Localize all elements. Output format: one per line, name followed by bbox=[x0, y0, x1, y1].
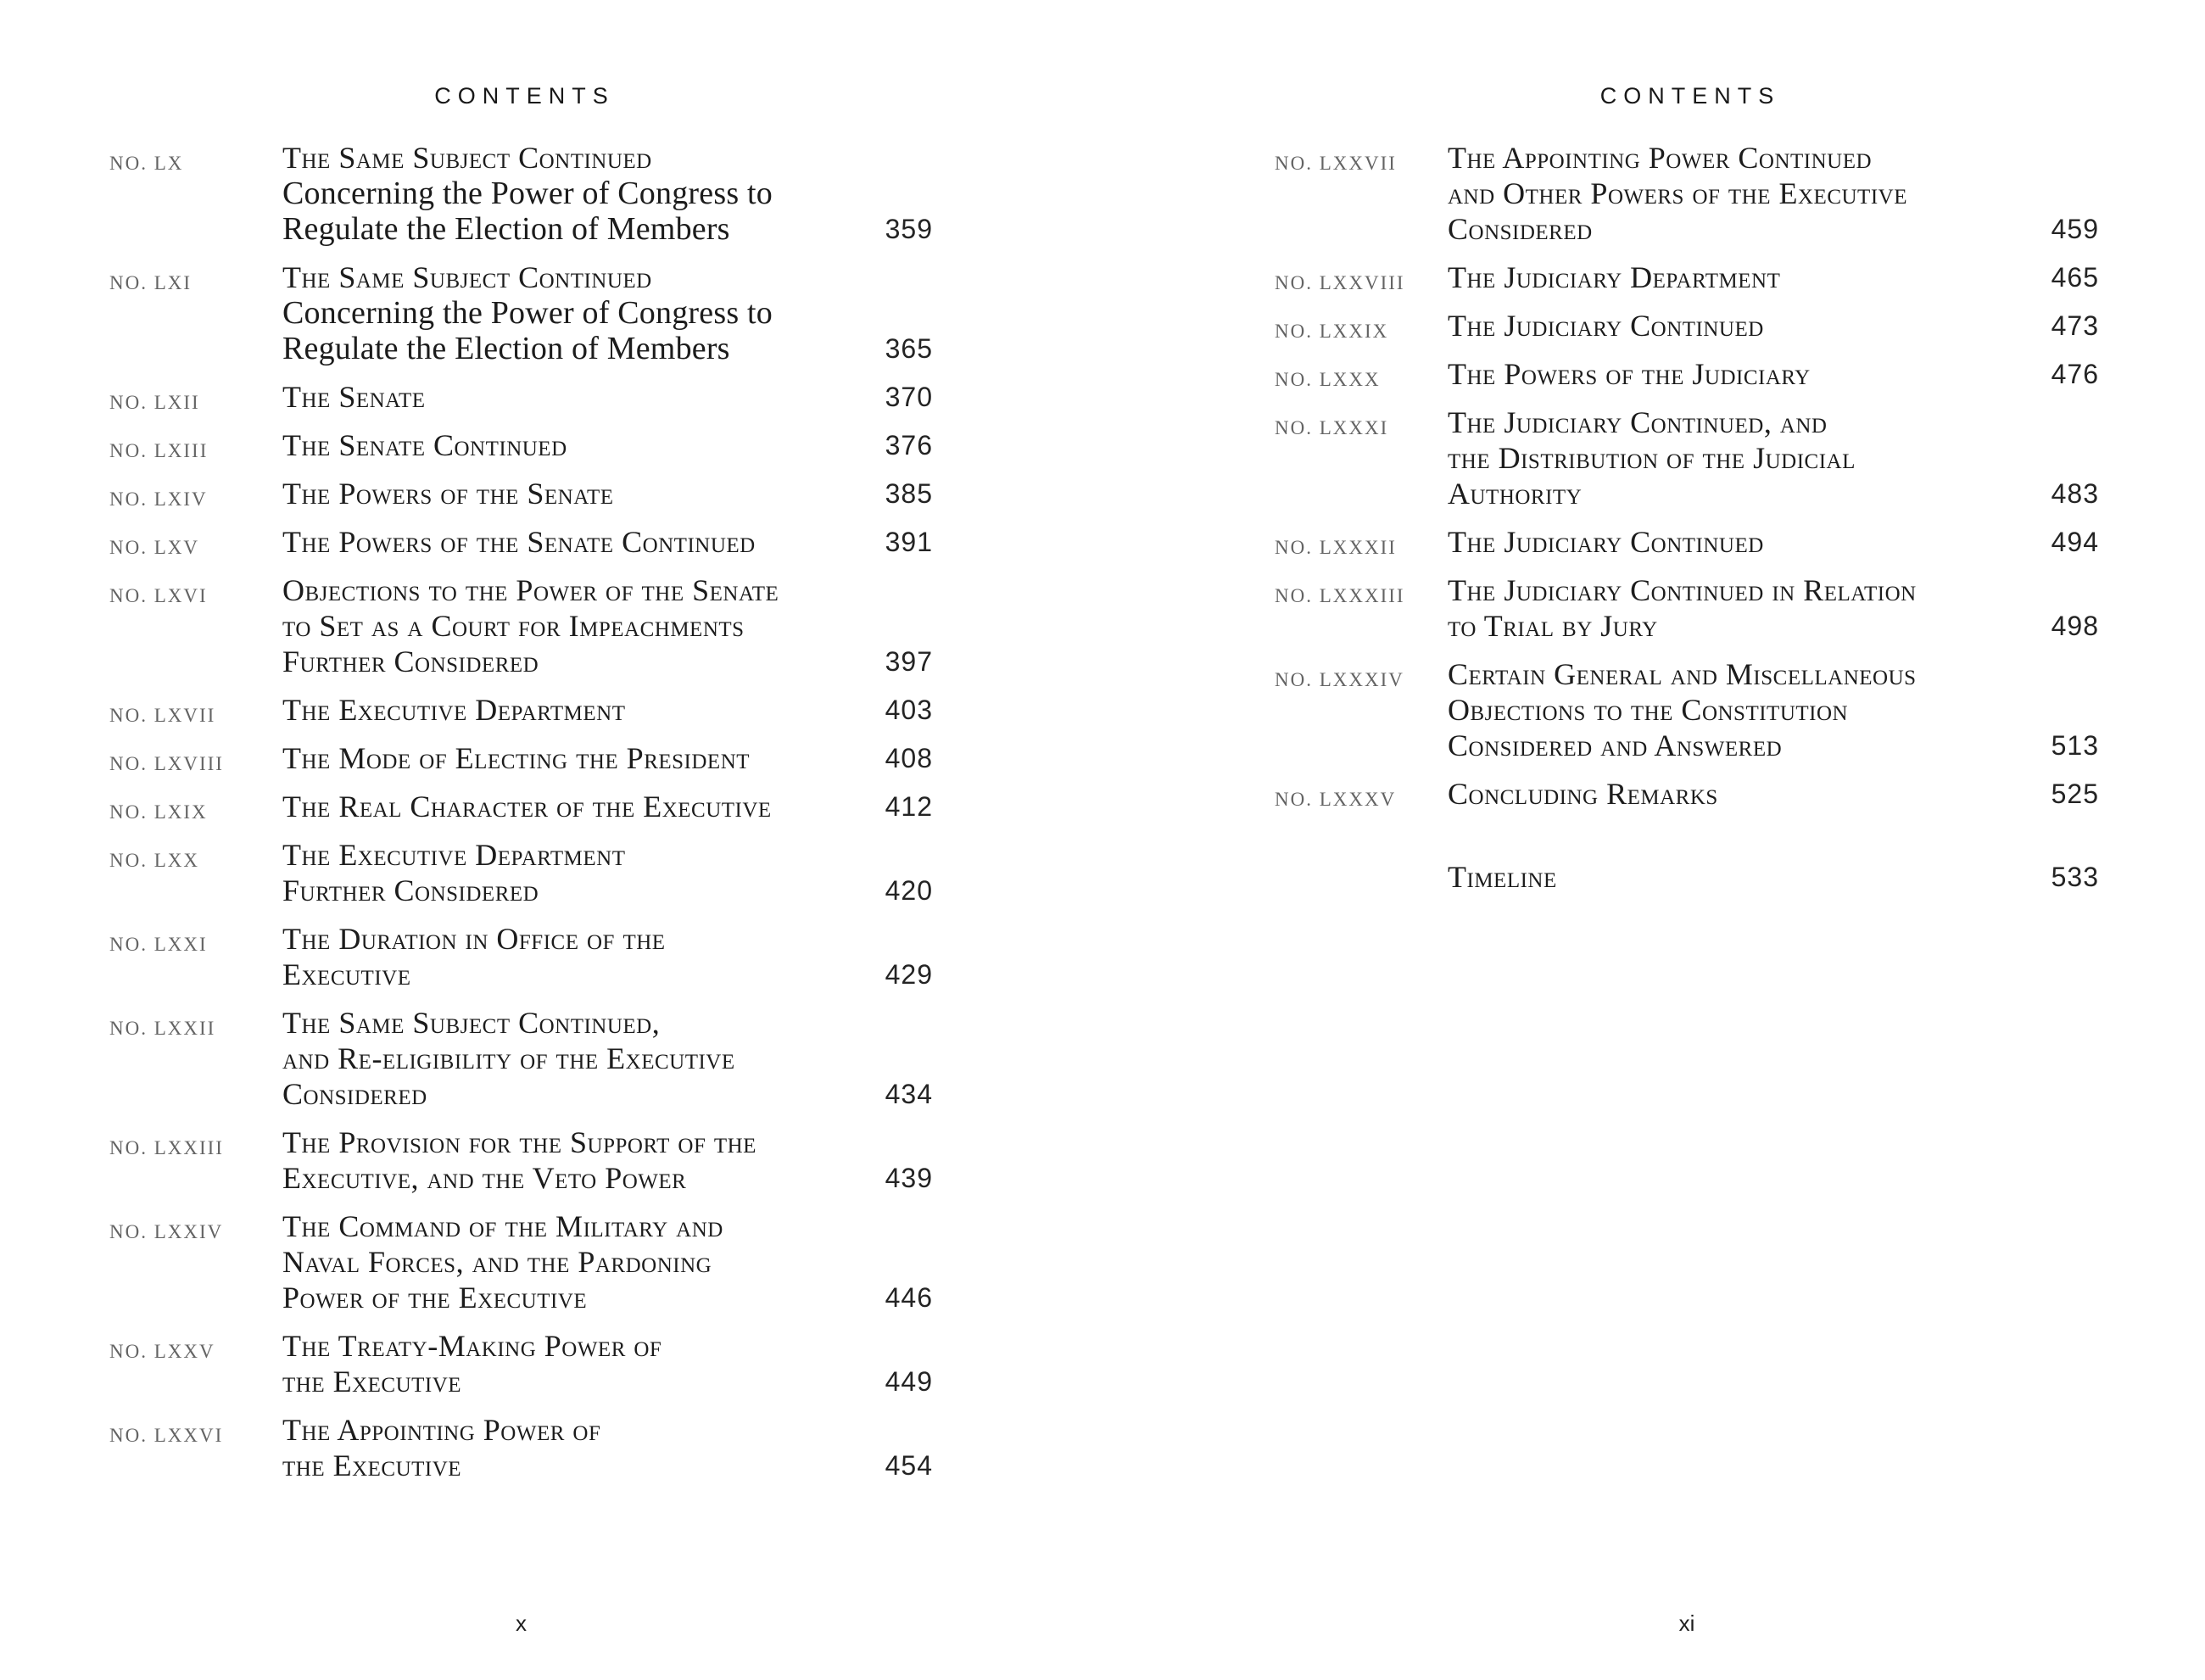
entry-title-line: and Other Powers of the Executive bbox=[1448, 176, 1907, 210]
toc-entry bbox=[1275, 356, 2099, 392]
entry-page-number: 365 bbox=[885, 333, 933, 364]
entry-title-line: The Judiciary Continued in Relation bbox=[1448, 573, 1917, 607]
entry-page-number: 429 bbox=[885, 959, 933, 990]
entry-page-number: 498 bbox=[2051, 611, 2099, 641]
toc-entry bbox=[109, 921, 933, 992]
entry-title bbox=[282, 476, 862, 511]
toc-entry bbox=[109, 1328, 933, 1399]
page-title: CONTENTS bbox=[1599, 83, 1781, 109]
entry-title bbox=[1448, 356, 2028, 392]
entry-title-line: The Powers of the Judiciary bbox=[1448, 357, 1811, 391]
toc-entry bbox=[109, 1125, 933, 1196]
entry-number-label: NO. LXXIX bbox=[1275, 321, 1389, 342]
toc-entries-left bbox=[109, 140, 933, 1483]
toc-entry bbox=[109, 260, 933, 366]
entry-title bbox=[1448, 572, 2028, 644]
entry-number-label: NO. LXXVIII bbox=[1275, 272, 1405, 293]
toc-entry bbox=[109, 837, 933, 908]
entry-title-line: The Judiciary Continued, and bbox=[1448, 405, 1828, 439]
toc-entry bbox=[109, 379, 933, 415]
entry-page-number: 513 bbox=[2051, 730, 2099, 761]
entry-title bbox=[282, 692, 862, 728]
entry-page-number: 403 bbox=[885, 695, 933, 725]
toc-entry bbox=[1275, 140, 2099, 247]
toc-entry bbox=[1275, 308, 2099, 343]
entry-page-number: 533 bbox=[2051, 862, 2099, 892]
entry-title-line: The Judiciary Continued bbox=[1448, 525, 1764, 559]
entry-title bbox=[282, 921, 862, 992]
entry-title-line: Regulate the Election of Members bbox=[282, 211, 730, 247]
entry-title bbox=[1448, 140, 2028, 247]
entry-page-number: 494 bbox=[2051, 527, 2099, 557]
entry-title-line: the Executive bbox=[282, 1448, 462, 1482]
entry-page-number: 454 bbox=[885, 1450, 933, 1481]
entry-title-line: The Judiciary Continued bbox=[1448, 309, 1764, 343]
entry-page-number: 408 bbox=[885, 743, 933, 773]
entry-title-line: to Trial by Jury bbox=[1448, 609, 1658, 643]
entry-title-line: The Same Subject Continued, bbox=[282, 1006, 661, 1040]
entry-page-number: 459 bbox=[2051, 214, 2099, 244]
entry-title-line: the Executive bbox=[282, 1365, 462, 1398]
entry-title-line: Power of the Executive bbox=[282, 1281, 588, 1314]
entry-title bbox=[1448, 308, 2028, 343]
entry-title bbox=[1448, 405, 2028, 511]
entry-title-line: The Command of the Military and bbox=[282, 1209, 723, 1243]
toc-entry bbox=[109, 140, 933, 247]
entry-number-label: NO. LXIX bbox=[109, 801, 208, 823]
entry-title-line: Executive, and the Veto Power bbox=[282, 1161, 687, 1195]
entry-title-line: The Executive Department bbox=[282, 693, 626, 727]
entry-title-line: Certain General and Miscellaneous bbox=[1448, 657, 1917, 691]
entry-number-label: NO. LXXV bbox=[109, 1341, 215, 1362]
toc-entry bbox=[1275, 524, 2099, 560]
entry-number-label: NO. LXXVI bbox=[109, 1425, 224, 1446]
entry-number-label: NO. LXXXV bbox=[1275, 789, 1397, 810]
toc-page-right bbox=[1275, 81, 2099, 1658]
entry-number-label: NO. LXVI bbox=[109, 585, 208, 606]
entry-title bbox=[1448, 859, 2028, 895]
entry-number-label: NO. LXV bbox=[109, 537, 199, 558]
entry-title bbox=[282, 524, 862, 560]
entry-page-number: 465 bbox=[2051, 262, 2099, 293]
entry-title bbox=[282, 1125, 862, 1196]
entry-page-number: 420 bbox=[885, 875, 933, 906]
entry-number-label: NO. LXVII bbox=[109, 705, 216, 726]
entry-title-line: the Distribution of the Judicial bbox=[1448, 441, 1856, 475]
entry-title-line: The Treaty-Making Power of bbox=[282, 1329, 662, 1363]
toc-entry bbox=[109, 740, 933, 776]
entry-page-number: 449 bbox=[885, 1366, 933, 1397]
entry-title bbox=[1448, 260, 2028, 295]
toc-entries-right bbox=[1275, 140, 2099, 895]
entry-title-line: The Same Subject Continued bbox=[282, 260, 652, 294]
entry-page-number: 439 bbox=[885, 1163, 933, 1193]
entry-page-number: 525 bbox=[2051, 779, 2099, 809]
entry-number-label: NO. LX bbox=[109, 153, 184, 174]
entry-number-label: NO. LXXXII bbox=[1275, 537, 1397, 558]
entry-number-label: NO. LXIV bbox=[109, 488, 208, 510]
entry-title bbox=[282, 260, 862, 366]
entry-page-number: 412 bbox=[885, 791, 933, 822]
entry-title-line: The Appointing Power Continued bbox=[1448, 141, 1873, 175]
entry-number-label: NO. LXXIII bbox=[109, 1137, 224, 1158]
entry-title-line: The Senate Continued bbox=[282, 428, 567, 462]
toc-entry bbox=[109, 692, 933, 728]
entry-page-number: 434 bbox=[885, 1079, 933, 1109]
entry-page-number: 483 bbox=[2051, 478, 2099, 509]
entry-number-label: NO. LXXIV bbox=[109, 1221, 224, 1242]
entry-title-line: Executive bbox=[282, 957, 411, 991]
entry-page-number: 376 bbox=[885, 430, 933, 460]
toc-entry bbox=[1275, 572, 2099, 644]
entry-title-line: Objections to the Power of the Senate bbox=[282, 573, 779, 607]
entry-title-line: Further Considered bbox=[282, 645, 539, 678]
entry-title-line: Naval Forces, and the Pardoning bbox=[282, 1245, 712, 1279]
entry-title-line: The Same Subject Continued bbox=[282, 141, 652, 175]
entry-number-label: NO. LXI bbox=[109, 272, 193, 293]
entry-title-line: Authority bbox=[1448, 477, 1583, 511]
entry-title bbox=[1448, 776, 2028, 812]
entry-page-number: 370 bbox=[885, 382, 933, 412]
entry-title-line: The Senate bbox=[282, 380, 426, 414]
entry-title bbox=[1448, 656, 2028, 763]
page-number-footer-left: x bbox=[516, 1610, 527, 1636]
entry-title-line: Further Considered bbox=[282, 873, 539, 907]
entry-number-label: NO. LXIII bbox=[109, 440, 209, 461]
entry-page-number: 446 bbox=[885, 1282, 933, 1313]
entry-number-label: NO. LXXI bbox=[109, 934, 208, 955]
entry-title bbox=[282, 789, 862, 824]
page-title: CONTENTS bbox=[434, 83, 615, 109]
entry-number-label: NO. LXXVII bbox=[1275, 153, 1397, 174]
entry-title-line: The Mode of Electing the President bbox=[282, 741, 751, 775]
toc-entry bbox=[109, 427, 933, 463]
entry-title-line: The Appointing Power of bbox=[282, 1413, 601, 1447]
entry-title-line: The Real Character of the Executive bbox=[282, 790, 772, 823]
entry-title bbox=[1448, 524, 2028, 560]
toc-entry bbox=[109, 1005, 933, 1112]
entry-title-line: The Powers of the Senate Continued bbox=[282, 525, 756, 559]
entry-title bbox=[282, 140, 862, 247]
entry-title bbox=[282, 740, 862, 776]
entry-number-label: NO. LXXXI bbox=[1275, 417, 1389, 438]
entry-title-line: Considered and Answered bbox=[1448, 728, 1783, 762]
entry-title-line: The Provision for the Support of the bbox=[282, 1125, 756, 1159]
entry-title bbox=[282, 1005, 862, 1112]
entry-title-line: Concerning the Power of Congress to bbox=[282, 176, 773, 211]
entry-page-number: 391 bbox=[885, 527, 933, 557]
entry-number-label: NO. LXXXIV bbox=[1275, 669, 1404, 690]
entry-number-label: NO. LXII bbox=[109, 392, 200, 413]
entry-title-line: Objections to the Constitution bbox=[1448, 693, 1849, 727]
toc-entry bbox=[109, 572, 933, 679]
entry-number-label: NO. LXXXIII bbox=[1275, 585, 1405, 606]
entry-page-number: 385 bbox=[885, 478, 933, 509]
toc-entry bbox=[109, 524, 933, 560]
entry-number-label: NO. LXX bbox=[109, 850, 199, 871]
page-number-footer-right: xi bbox=[1678, 1610, 1695, 1636]
entry-title bbox=[282, 572, 862, 679]
entry-title bbox=[282, 427, 862, 463]
entry-title-line: Regulate the Election of Members bbox=[282, 331, 730, 366]
toc-entry bbox=[1275, 776, 2099, 812]
entry-title bbox=[282, 1412, 862, 1483]
toc-entry bbox=[109, 1208, 933, 1315]
entry-title-line: Considered bbox=[1448, 212, 1593, 246]
toc-page-left bbox=[109, 81, 933, 1658]
entry-title-line: The Judiciary Department bbox=[1448, 260, 1781, 294]
entry-title bbox=[282, 1328, 862, 1399]
toc-entry bbox=[1275, 859, 2099, 895]
entry-title bbox=[282, 379, 862, 415]
entry-page-number: 476 bbox=[2051, 359, 2099, 389]
entry-title-line: Considered bbox=[282, 1077, 427, 1111]
entry-title-line: The Duration in Office of the bbox=[282, 922, 666, 956]
toc-entry bbox=[109, 1412, 933, 1483]
toc-entry bbox=[1275, 260, 2099, 295]
toc-entry bbox=[1275, 656, 2099, 763]
entry-page-number: 473 bbox=[2051, 310, 2099, 341]
entry-title bbox=[282, 1208, 862, 1315]
entry-page-number: 359 bbox=[885, 214, 933, 244]
entry-number-label: NO. LXXII bbox=[109, 1018, 216, 1039]
entry-title bbox=[282, 837, 862, 908]
entry-title-line: Timeline bbox=[1448, 860, 1557, 894]
entry-number-label: NO. LXXX bbox=[1275, 369, 1381, 390]
entry-title-line: The Powers of the Senate bbox=[282, 477, 614, 511]
entry-title-line: to Set as a Court for Impeachments bbox=[282, 609, 745, 643]
entry-title-line: The Executive Department bbox=[282, 838, 626, 872]
toc-entry bbox=[1275, 405, 2099, 511]
toc-entry bbox=[109, 789, 933, 824]
entry-title-line: and Re-eligibility of the Executive bbox=[282, 1041, 735, 1075]
toc-entry bbox=[109, 476, 933, 511]
entry-title-line: Concluding Remarks bbox=[1448, 777, 1718, 811]
entry-title-line: Concerning the Power of Congress to bbox=[282, 295, 773, 331]
entry-page-number: 397 bbox=[885, 646, 933, 677]
entry-number-label: NO. LXVIII bbox=[109, 753, 224, 774]
